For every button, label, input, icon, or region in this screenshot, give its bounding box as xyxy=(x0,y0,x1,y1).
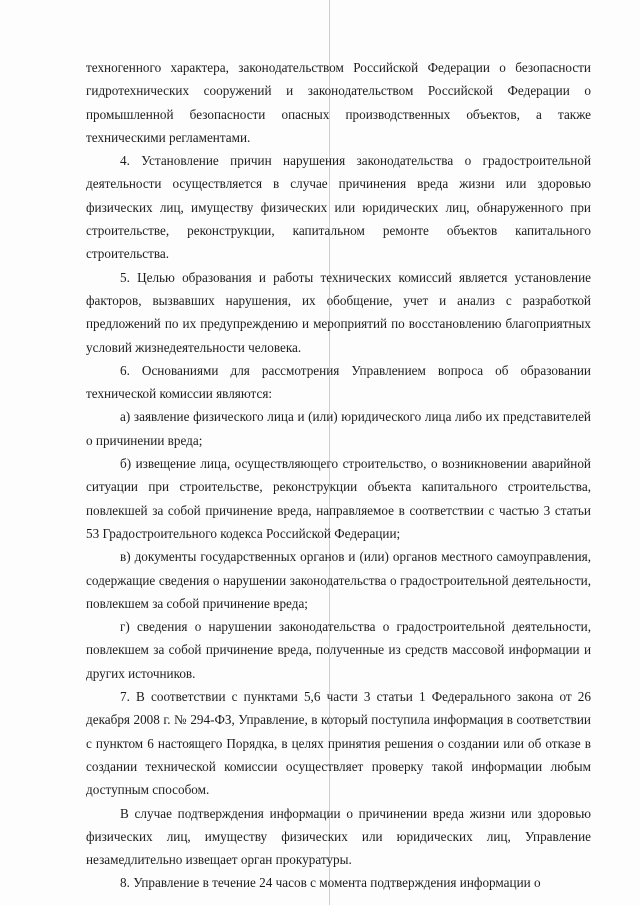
paragraph-6a: а) заявление физического лица и (или) юридического лица либо их представителей о причинении вреда; xyxy=(86,409,591,448)
paragraph-6: 6. Основаниями для рассмотрения Управлением вопроса об образовании технической комиссии являются: xyxy=(86,362,591,402)
paragraph-8: 8. Управление в течение 24 часов с момента подтверждения информации о xyxy=(120,875,541,891)
paragraph-5: 5. Целью образования и работы технических комиссий является установление факторов, вызвавших нарушения, их обобщение, учет и анализ с разработкой предложений по их предупреждению и мероприятий по восстановлению благоприятных условий жизнедеятельности человека. xyxy=(86,269,591,355)
paragraph-7: 7. В соответствии с пунктами 5,6 части 3 статьи 1 Федерального закона от 26 декабря 2008 г. № 294-ФЗ, Управление, в который поступила информация в соответствии с пунктом 6 настоящего Порядка, в целях принятия решения о создании или об отказе в создании технической комиссии осуществляет проверку такой информации любым доступным способом. xyxy=(86,689,591,798)
paragraph-6c: в) документы государственных органов и (или) органов местного самоуправления, содержащие сведения о нарушении законодательства о градостроительной деятельности, повлекшем за собой причинение вреда; xyxy=(86,549,591,611)
paragraph-continuation: техногенного характера, законодательством Российской Федерации о безопасности гидротехнических сооружений и законодательством Российской Федерации о промышленной безопасности опасных производственных объектов, а также техническими регламентами. xyxy=(86,60,591,145)
paragraph-4: 4. Установление причин нарушения законодательства о градостроительной деятельности осуществляется в случае причинения вреда жизни или здоровью физических лиц, имуществу физических или юридических лиц, обнаруженного при строительстве, реконструкции, капитальном ремонте объектов капитального строительства. xyxy=(86,153,591,262)
document-body xyxy=(86,56,591,895)
paragraph-6d: г) сведения о нарушении законодательства о градостроительной деятельности, повлекшем за собой причинение вреда, полученные из средств массовой информации и других источников. xyxy=(86,619,591,681)
paragraph-6b: б) извещение лица, осуществляющего строительство, о возникновении аварийной ситуации при строительстве, реконструкции объекта капитального строительства, повлекшей за собой причинение вреда, направляемое в соответствии с частью 3 статьи 53 Градостроительного кодекса Российской Федерации; xyxy=(86,456,591,541)
paragraph-7-continued: В случае подтверждения информации о причинении вреда жизни или здоровью физических лиц, имуществу физических или юридических лиц, Управление незамедлительно извещает орган прокуратуры. xyxy=(86,805,591,868)
